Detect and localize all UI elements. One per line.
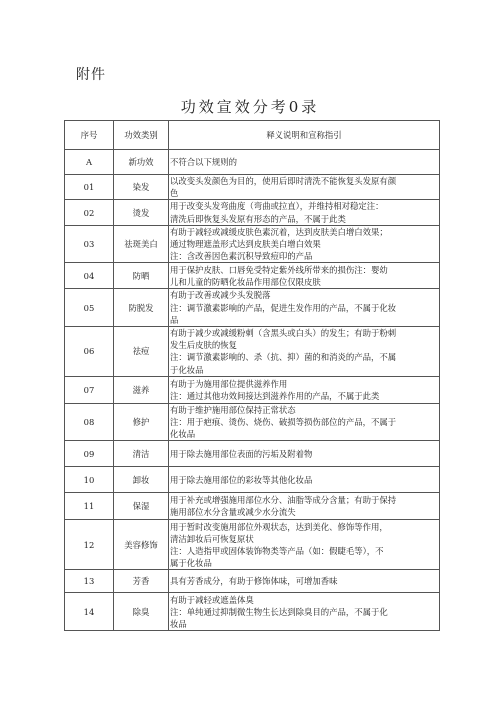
- description-line: 注：单纯通过抑制微生物生长达到除臭目的产品，不属于化: [170, 606, 388, 617]
- row-description: [169, 200, 440, 225]
- row-description: [169, 570, 440, 593]
- table-row: [65, 175, 440, 200]
- description-line: 用于补充或增强施用部位水分、油脂等成分含量；有助于保持: [170, 495, 397, 506]
- column-header-no: 序号: [65, 121, 114, 150]
- table-row: [65, 289, 440, 327]
- row-category: 烫发: [114, 200, 169, 225]
- description-line: 施用部位水分含量或减少水分流失: [170, 507, 296, 518]
- row-category: 保湿: [114, 493, 169, 520]
- description-line: 发生后皮肤的恢复: [170, 340, 237, 351]
- description-line: 以改变头发颜色为目的，使用后即时清洗不能恢复头发原有颜: [170, 176, 397, 186]
- row-description: [169, 150, 440, 175]
- table-row: [65, 327, 440, 377]
- description-line: 用于保护皮肤、口唇免受特定紫外线所带来的损伤注：婴幼: [170, 264, 388, 275]
- description-line: 注：调节激素影响的产品，促进生发作用的产品，不属于化妆: [170, 302, 397, 313]
- table-row: [65, 570, 440, 593]
- table-row: [65, 263, 440, 289]
- table-row: [65, 441, 440, 467]
- page-title: 功效宣效分考0录: [180, 98, 320, 116]
- description-line: 有助于改善或减少头发脱落: [170, 290, 271, 301]
- row-number: 10: [65, 467, 114, 493]
- row-description: [169, 520, 440, 570]
- row-description: [169, 467, 440, 493]
- row-category: 美容修饰: [114, 520, 169, 570]
- row-category: 染发: [114, 175, 169, 200]
- row-category: 祛痘: [114, 327, 169, 377]
- description-line: 有助于减轻或减缓皮肤色素沉着，达到皮肤美白增白效果；: [170, 226, 388, 237]
- column-header-description: 释义说明和宣称指引: [169, 121, 440, 150]
- row-number: 06: [65, 327, 114, 377]
- description-line: 注：通过其他功效间接达到滋养作用的产品，不属于此类: [170, 390, 380, 401]
- row-number: 11: [65, 493, 114, 520]
- row-number: A: [65, 150, 114, 175]
- description-line: 于化妆品: [170, 364, 204, 375]
- row-category: 新功效: [114, 150, 169, 175]
- table-row: [65, 403, 440, 441]
- row-category: 滋养: [114, 376, 169, 403]
- description-line: 有助于减轻或遮盖体臭: [170, 594, 254, 605]
- description-line: 注：用于疤痕、烫伤、烧伤、破损等损伤部位的产品，不属于: [170, 417, 397, 428]
- row-description: [169, 327, 440, 377]
- row-description: [169, 493, 440, 520]
- table-row: [65, 493, 440, 520]
- table-row: [65, 593, 440, 631]
- row-category: 芳香: [114, 570, 169, 593]
- row-number: 08: [65, 403, 114, 441]
- row-description: [169, 376, 440, 403]
- description-line: 化妆品: [170, 429, 196, 440]
- description-line: 清洗后即恢复头发原有形态的产品，不属于此类: [170, 213, 346, 224]
- row-number: 02: [65, 200, 114, 225]
- row-description: [169, 289, 440, 327]
- row-number: 09: [65, 441, 114, 467]
- description-line: 儿和儿童的防晒化妆品作用部位仅限皮肤: [170, 276, 321, 287]
- row-description: [169, 593, 440, 631]
- row-description: [169, 403, 440, 441]
- table-row: [65, 376, 440, 403]
- row-description: [169, 175, 440, 200]
- row-category: 祛斑美白: [114, 225, 169, 263]
- row-description: [169, 263, 440, 289]
- description-line: 用于暂时改变施用部位外观状态，达到美化、修饰等作用，: [170, 521, 388, 532]
- table-row: [65, 520, 440, 570]
- table-row: [65, 200, 440, 225]
- description-line: 用于改变头发弯曲度（弯曲或拉直），并维持相对稳定注：: [170, 201, 384, 212]
- row-description: [169, 225, 440, 263]
- description-line: 有助于维护施用部位保持正常状态: [170, 404, 296, 415]
- description-line: 通过物理遮盖形式达到皮肤美白增白效果: [170, 239, 321, 250]
- row-number: 14: [65, 593, 114, 631]
- row-category: 清洁: [114, 441, 169, 467]
- efficacy-table: [64, 120, 440, 631]
- description-line: 注：人造指甲或固体装饰物类等产品（如：假睫毛等），不: [170, 545, 384, 556]
- description-line: 用于除去施用部位的彩妆等其他化妆品: [170, 474, 313, 485]
- description-line: 注：调节激素影响的、杀（抗、抑）菌的和消炎的产品，不属: [170, 352, 397, 363]
- row-number: 12: [65, 520, 114, 570]
- row-number: 01: [65, 175, 114, 200]
- table-row: [65, 225, 440, 263]
- row-category: 修护: [114, 403, 169, 441]
- attachment-label: 附件: [76, 67, 106, 83]
- row-number: 03: [65, 225, 114, 263]
- description-line: 清洁卸妆后可恢复原状: [170, 533, 254, 544]
- row-category: 除臭: [114, 593, 169, 631]
- row-category: 防脱发: [114, 289, 169, 327]
- row-number: 13: [65, 570, 114, 593]
- table-row: [65, 467, 440, 493]
- table-row: [65, 150, 440, 175]
- description-line: 妆品: [170, 619, 187, 630]
- description-line: 有助于减少或减缓粉刺（含黑头或白头）的发生；有助于粉刺: [170, 328, 397, 339]
- description-line: 色: [170, 188, 179, 199]
- row-number: 05: [65, 289, 114, 327]
- description-line: 用于除去施用部位表面的污垢及附着物: [170, 448, 313, 459]
- table-body: [65, 150, 440, 631]
- row-description: [169, 441, 440, 467]
- description-line: 具有芳香成分，有助于修饰体味，可增加香味: [170, 576, 338, 587]
- row-category: 防晒: [114, 263, 169, 289]
- description-line: 品: [170, 314, 179, 325]
- column-header-category: 功效类别: [114, 121, 169, 150]
- description-line: 注：含改善因色素沉积导致痘印的产品: [170, 251, 313, 262]
- row-category: 卸妆: [114, 467, 169, 493]
- row-number: 07: [65, 376, 114, 403]
- row-number: 04: [65, 263, 114, 289]
- description-line: 不符合以下规则的: [170, 156, 237, 167]
- table-header-row: [65, 121, 440, 150]
- description-line: 有助于为施用部位提供滋养作用: [170, 378, 288, 389]
- description-line: 属于化妆品: [170, 558, 212, 569]
